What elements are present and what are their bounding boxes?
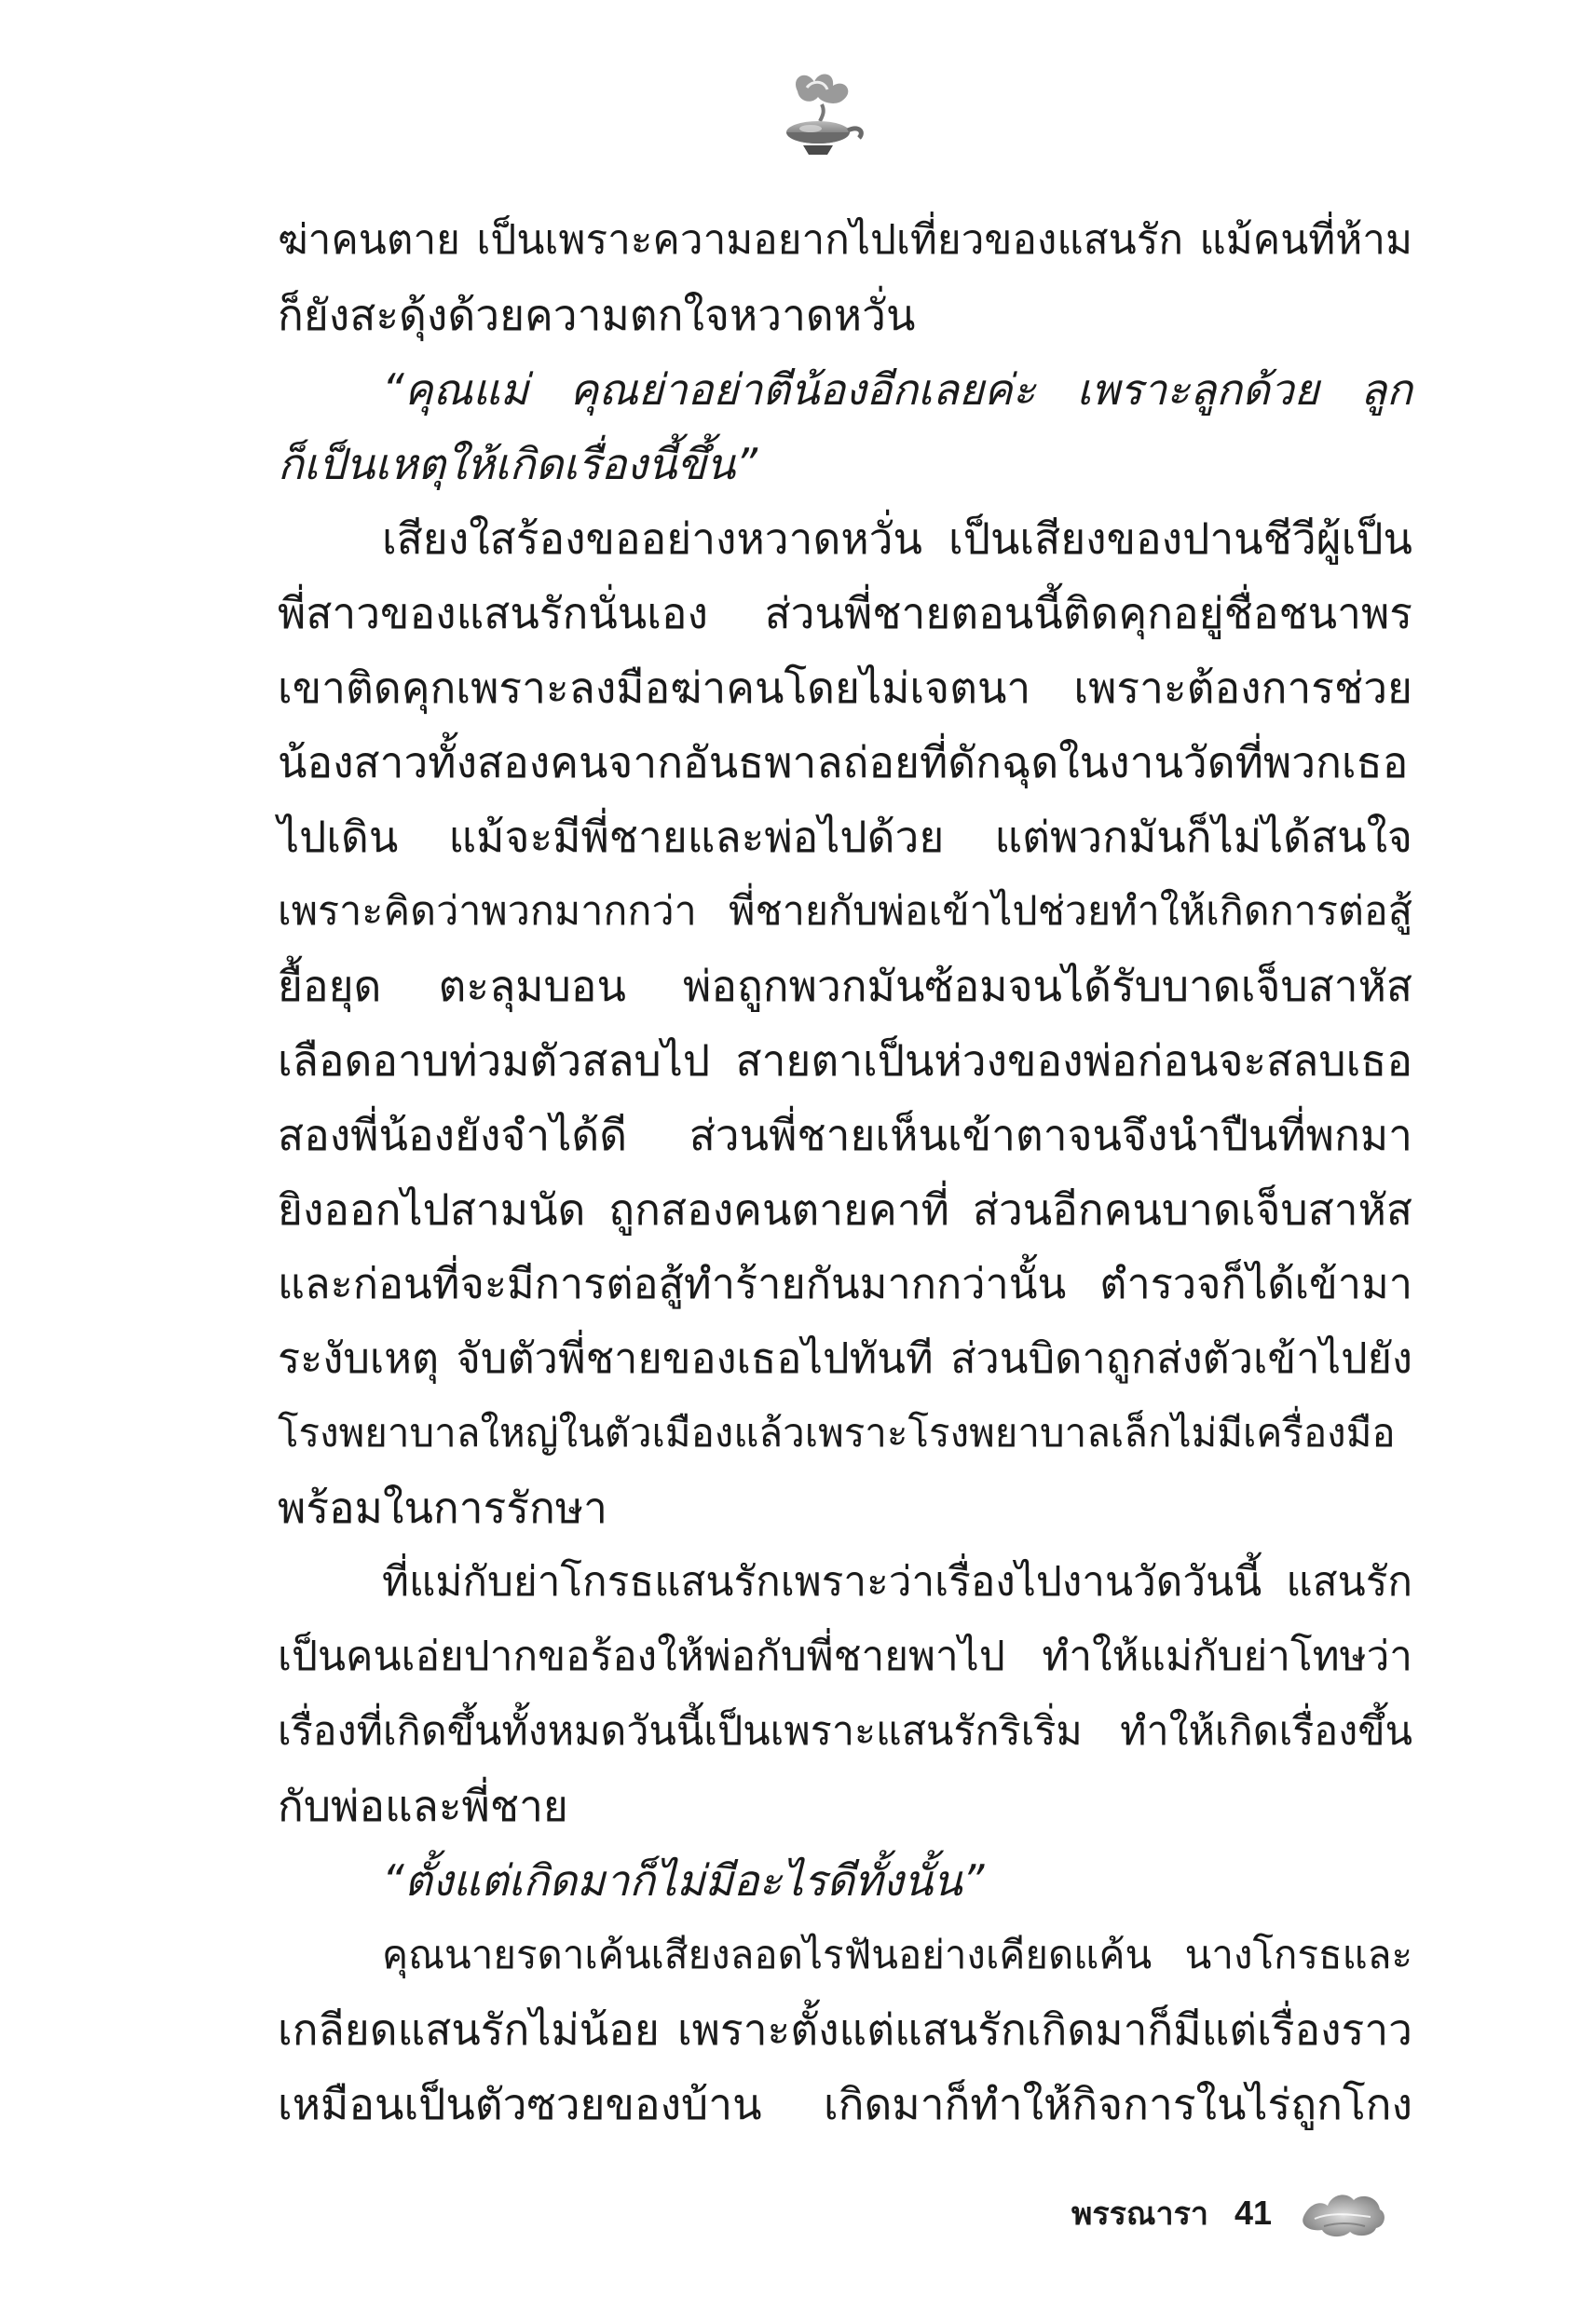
lamp-flower-icon: [770, 63, 872, 166]
text-line: พร้อมในการรักษา: [278, 1483, 607, 1533]
text-line: เลือดอาบท่วมตัวสลบไป สายตาเป็นห่วงของพ่อก่อนจะสลบเธอ: [278, 1035, 1412, 1086]
text-line: ก็เป็นเหตุให้เกิดเรื่องนี้ขึ้น”: [278, 439, 758, 489]
leaf-flower-icon: [1296, 2185, 1389, 2241]
text-line: เสียงใสร้องขออย่างหวาดหวั่น เป็นเสียงของปานชีวีผู้เป็น: [382, 513, 1412, 564]
text-line: กับพ่อและพี่ชาย: [278, 1781, 568, 1831]
text-line: ที่แม่กับย่าโกรธแสนรักเพราะว่าเรื่องไปงานวัดวันนี้ แสนรัก: [382, 1558, 1412, 1606]
text-line: ระงับเหตุ จับตัวพี่ชายของเธอไปทันที ส่วนบิดาถูกส่งตัวเข้าไปยัง: [278, 1333, 1412, 1383]
text-line: คุณนายรดาเค้นเสียงลอดไรฟันอย่างเคียดแค้น นางโกรธและ: [382, 1932, 1412, 1977]
text-line: เรื่องที่เกิดขึ้นทั้งหมดวันนี้เป็นเพราะแสนรักริเริ่ม ทำให้เกิดเรื่องขึ้น: [278, 1708, 1412, 1755]
text-line: เพราะคิดว่าพวกมากกว่า พี่ชายกับพ่อเข้าไปช่วยทำให้เกิดการต่อสู้: [278, 888, 1412, 935]
page-number: 41: [1234, 2194, 1272, 2232]
text-line: ยิงออกไปสามนัด ถูกสองคนตายคาที่ ส่วนอีกคนบาดเจ็บสาหัส: [278, 1184, 1412, 1235]
body-text: [278, 203, 1412, 2141]
text-line: เกลียดแสนรักไม่น้อย เพราะตั้งแต่แสนรักเกิดมาก็มีแต่เรื่องราว: [278, 2004, 1412, 2055]
text-line: ยื้อยุด ตะลุมบอน พ่อถูกพวกมันซ้อมจนได้รับบาดเจ็บสาหัส: [278, 961, 1412, 1011]
text-line: โรงพยาบาลใหญ่ในตัวเมืองแล้วเพราะโรงพยาบาลเล็กไม่มีเครื่องมือ: [278, 1410, 1396, 1456]
text-line: ฆ่าคนตาย เป็นเพราะความอยากไปเที่ยวของแสนรัก แม้คนที่ห้าม: [278, 216, 1412, 264]
text-line: ก็ยังสะดุ้งด้วยความตกใจหวาดหวั่น: [278, 290, 916, 340]
text-line: เขาติดคุกเพราะลงมือฆ่าคนโดยไม่เจตนา เพราะต้องการช่วย: [278, 663, 1412, 713]
text-line: น้องสาวทั้งสองคนจากอันธพาลถ่อยที่ดักฉุดในงานวัดที่พวกเธอ: [278, 737, 1409, 787]
book-title: พรรณารา: [1071, 2195, 1208, 2233]
text-line: “คุณแม่ คุณย่าอย่าตีน้องอีกเลยค่ะ เพราะลูกด้วย ลูก: [382, 364, 1412, 415]
text-line: เหมือนเป็นตัวซวยของบ้าน เกิดมาก็ทำให้กิจการในไร่ถูกโกง: [278, 2079, 1412, 2129]
text-line: เป็นคนเอ่ยปากขอร้องให้พ่อกับพี่ชายพาไป ทำให้แม่กับย่าโทษว่า: [278, 1633, 1412, 1680]
text-line: พี่สาวของแสนรักนั่นเอง ส่วนพี่ชายตอนนี้ติดคุกอยู่ชื่อชนาพร: [278, 588, 1412, 638]
text-line: สองพี่น้องยังจำได้ดี ส่วนพี่ชายเห็นเข้าตาจนจึงนำปืนที่พกมา: [278, 1110, 1412, 1160]
text-line: และก่อนที่จะมีการต่อสู้ทำร้ายกันมากกว่านั้น ตำรวจก็ได้เข้ามา: [278, 1259, 1412, 1308]
text-line: “ตั้งแต่เกิดมาก็ไม่มีอะไรดีทั้งนั้น”: [382, 1855, 985, 1906]
page-footer: [1071, 2181, 1389, 2246]
text-line: ไปเดิน แม้จะมีพี่ชายและพ่อไปด้วย แต่พวกมันก็ไม่ได้สนใจ: [278, 812, 1412, 862]
